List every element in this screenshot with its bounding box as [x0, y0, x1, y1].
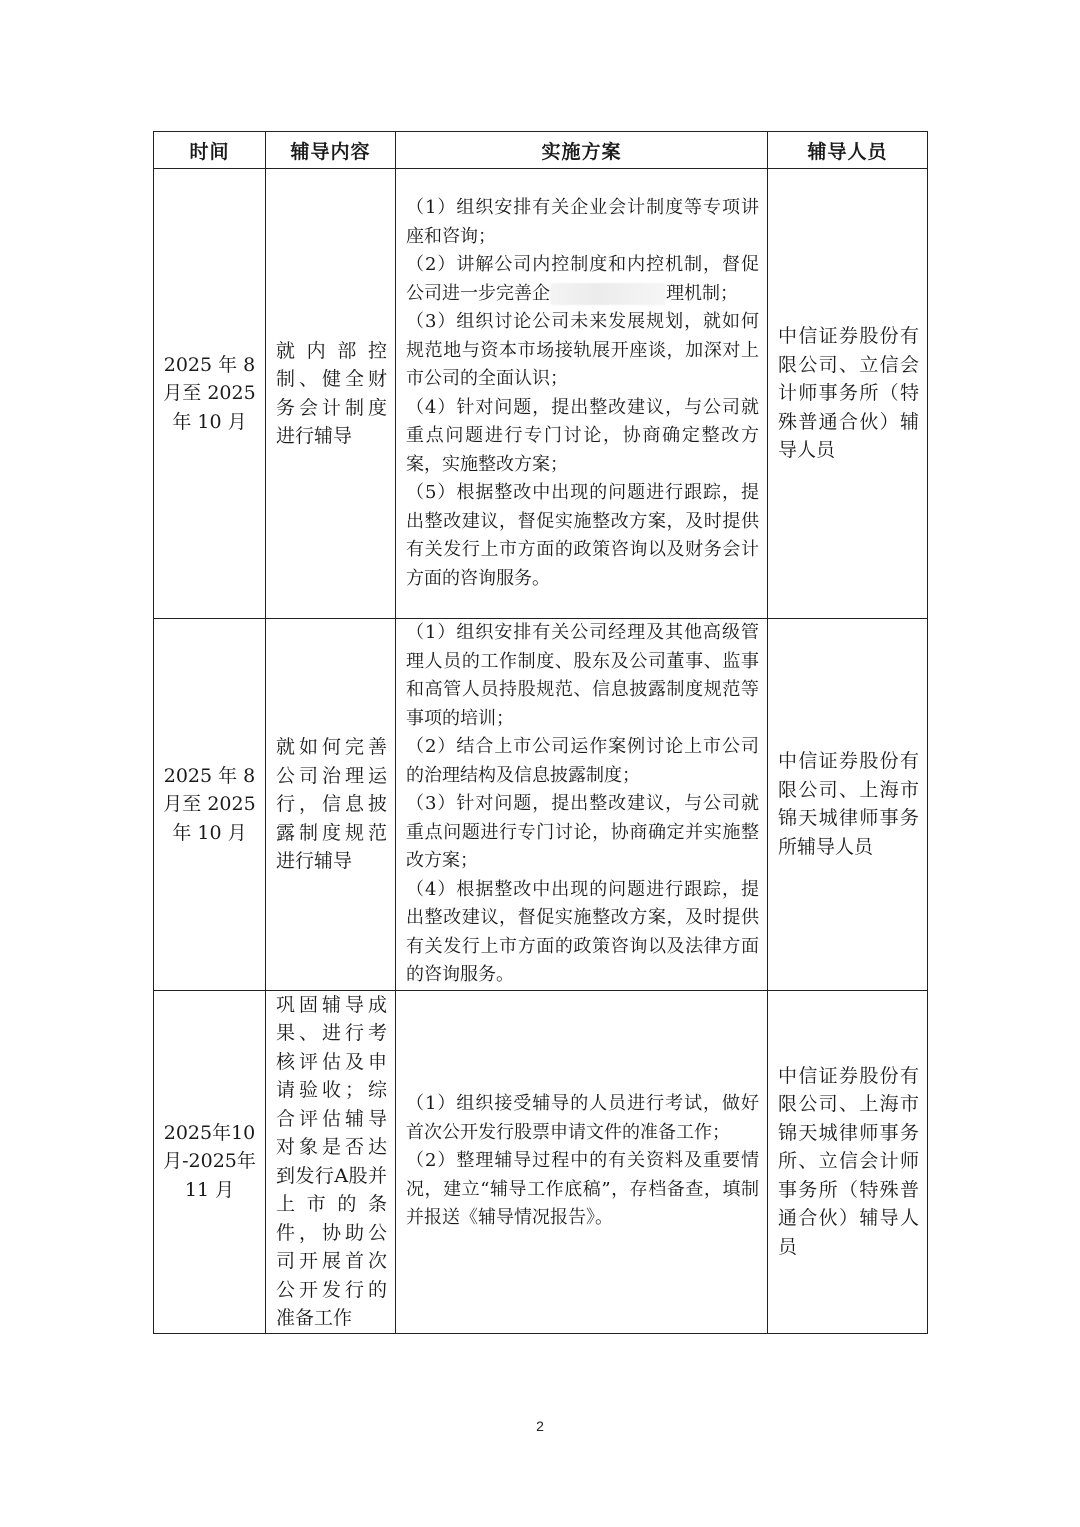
time-cell — [154, 169, 266, 619]
time-cell — [154, 619, 266, 991]
page-number: 2 — [536, 1418, 544, 1434]
plan-item: （3）针对问题，提出整改建议，与公司就重点问题进行专门讨论，协商确定并实施整改方案； — [406, 793, 759, 871]
table-row — [154, 990, 928, 1333]
header-people: 辅导人员 — [768, 132, 928, 169]
table-row — [154, 619, 928, 991]
time-text: 2025年10月-2025年 11 月 — [163, 1121, 256, 1201]
header-time: 时间 — [154, 132, 266, 169]
plan-cell — [396, 990, 768, 1333]
people-cell — [768, 619, 928, 991]
coaching-plan-table — [153, 131, 928, 1334]
plan-item: （4）针对问题，提出整改建议，与公司就重点问题进行专门讨论，协商确定整改方案，实施整改方案； — [406, 396, 759, 475]
content-text: 巩固辅导成果、进行考核评估及申请验收；综合评估辅导对象是否达到发行A股并上市的条件，协助公司开展首次公开发行的准备工作 — [276, 993, 387, 1329]
plan-item: （2）讲解公司内控制度和内控机制，督促公司进一步完善企 理机制； — [406, 254, 759, 304]
plan-item: （1）组织安排有关企业会计制度等专项讲座和咨询； — [406, 197, 759, 247]
time-cell — [154, 990, 266, 1333]
content-cell — [266, 619, 396, 991]
plan-item: （1）组织接受辅导的人员进行考试，做好首次公开发行股票申请文件的准备工作； — [406, 1093, 759, 1143]
content-text: 就如何完善公司治理运行，信息披露制度规范进行辅导 — [276, 736, 387, 872]
people-text: 中信证券股份有限公司、上海市锦天城律师事务所、立信会计师事务所（特殊普通合伙）辅导人员 — [778, 1064, 919, 1258]
plan-item: （2）结合上市公司运作案例讨论上市公司的治理结构及信息披露制度； — [406, 736, 759, 786]
plan-item: （4）根据整改中出现的问题进行跟踪，提出整改建议，督促实施整改方案，及时提供有关发行上市方面的政策咨询以及法律方面的咨询服务。 — [406, 878, 759, 985]
people-text: 中信证券股份有限公司、立信会计师事务所（特殊普通合伙）辅导人员 — [778, 325, 919, 462]
people-text: 中信证券股份有限公司、上海市锦天城律师事务所辅导人员 — [778, 750, 919, 858]
table-row — [154, 169, 928, 619]
plan-cell — [396, 619, 768, 991]
content-cell — [266, 990, 396, 1333]
plan-item: （1）组织安排有关公司经理及其他高级管理人员的工作制度、股东及公司董事、监事和高管人员持股规范、信息披露制度规范等事项的培训； — [406, 622, 759, 729]
header-content: 辅导内容 — [266, 132, 396, 169]
header-plan: 实施方案 — [396, 132, 768, 169]
redaction-mask — [550, 283, 666, 305]
plan-cell — [396, 169, 768, 619]
plan-item: （3）组织讨论公司未来发展规划，就如何规范地与资本市场接轨展开座谈，加深对上市公司的全面认识； — [406, 311, 759, 389]
time-text: 2025 年 8 月至 2025 年 10 月 — [163, 764, 256, 844]
people-cell — [768, 169, 928, 619]
content-cell — [266, 169, 396, 619]
people-cell — [768, 990, 928, 1333]
plan-item: （5）根据整改中出现的问题进行跟踪，提出整改建议，督促实施整改方案，及时提供有关发行上市方面的政策咨询以及财务会计方面的咨询服务。 — [406, 482, 759, 589]
plan-item: （2）整理辅导过程中的有关资料及重要情况，建立“辅导工作底稿”，存档备查，填制并报送《辅导情况报告》。 — [406, 1150, 759, 1229]
time-text: 2025 年 8 月至 2025 年 10 月 — [163, 353, 256, 433]
table-header-row — [154, 132, 928, 169]
content-text: 就内部控制、健全财务会计制度进行辅导 — [276, 339, 387, 447]
